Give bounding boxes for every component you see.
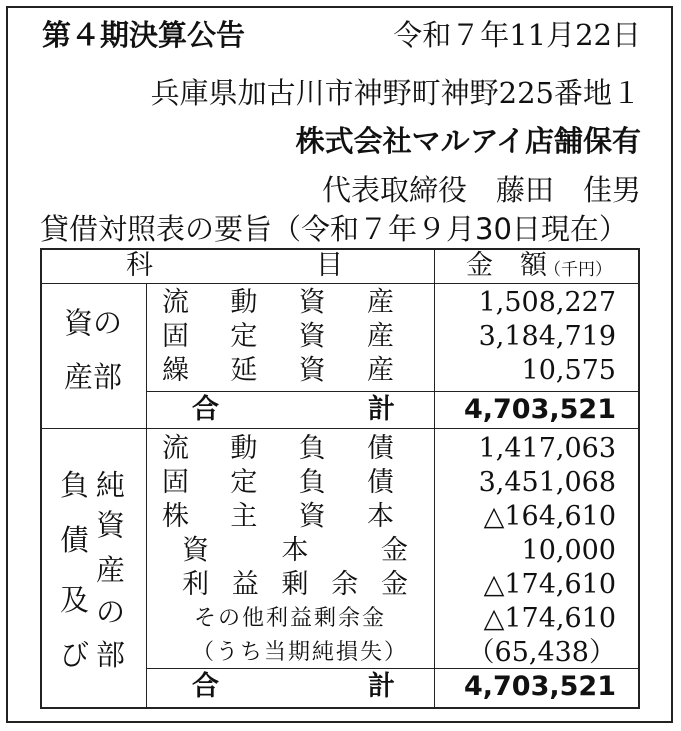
char: 金 bbox=[381, 535, 408, 566]
char: 本 bbox=[366, 501, 394, 532]
char: 債 bbox=[366, 467, 394, 498]
asset-row-amount: 3,184,719 bbox=[478, 321, 616, 352]
header-item-char-1: 科 bbox=[126, 250, 153, 281]
liability-row-name: （うち当期純損失） bbox=[192, 640, 409, 665]
char: 負 bbox=[298, 433, 326, 464]
char: 本 bbox=[281, 535, 309, 566]
char: 繰 bbox=[162, 355, 189, 386]
char: 資 bbox=[298, 501, 326, 532]
char: 資 bbox=[298, 287, 326, 318]
liability-row-name bbox=[162, 433, 394, 465]
header-item-char-2: 目 bbox=[316, 250, 343, 281]
company-name: 株式会社マルアイ店舗保有 bbox=[295, 124, 641, 158]
liab-label-char: 負 bbox=[60, 468, 90, 502]
assets-total-label-1: 合 bbox=[192, 394, 219, 425]
asset-row-amount: 10,575 bbox=[521, 355, 616, 386]
char: 固 bbox=[162, 321, 189, 352]
char: 資 bbox=[182, 535, 209, 566]
balance-sheet-subtitle: 貸借対照表の要旨（令和７年９月30日現在） bbox=[40, 212, 628, 246]
liab-label-char: 産 bbox=[96, 553, 126, 587]
liability-row-amount: △164,610 bbox=[483, 501, 616, 532]
asset-row-amount: 1,508,227 bbox=[478, 287, 616, 318]
assets-total-amount: 4,703,521 bbox=[463, 394, 616, 425]
assets-total-label-2: 計 bbox=[368, 394, 395, 425]
char: 定 bbox=[230, 321, 258, 352]
liability-row-name bbox=[182, 569, 408, 601]
char: 余 bbox=[331, 569, 359, 600]
char: 定 bbox=[230, 467, 258, 498]
header-amount: 金 額 bbox=[466, 250, 547, 281]
char: 剰 bbox=[281, 569, 309, 600]
header-amount-unit: （千円） bbox=[544, 260, 612, 280]
liability-row-name bbox=[182, 535, 408, 567]
liab-label-char: 及 bbox=[60, 583, 90, 617]
assets-section-label-2: 産部 bbox=[64, 360, 123, 394]
char: 利 bbox=[182, 569, 209, 600]
assets-section-label-1: 資の bbox=[64, 306, 123, 340]
char: 動 bbox=[230, 433, 258, 464]
representative-name: 代表取締役 藤田 佳男 bbox=[321, 173, 641, 207]
char: 延 bbox=[230, 355, 258, 386]
char: 債 bbox=[366, 433, 394, 464]
liab-label-char: び bbox=[60, 638, 90, 672]
asset-row-name bbox=[162, 355, 394, 387]
section-column-divider bbox=[146, 283, 147, 707]
char: 負 bbox=[298, 467, 326, 498]
liability-row-name: その他利益剰余金 bbox=[194, 606, 387, 631]
char: 流 bbox=[162, 433, 189, 464]
notice-date: 令和７年11月22日 bbox=[393, 18, 641, 52]
balance-sheet-table bbox=[40, 248, 640, 709]
char: 流 bbox=[162, 287, 189, 318]
liability-row-name bbox=[162, 467, 394, 499]
liability-row-amount: （65,438） bbox=[467, 637, 616, 668]
liab-label-char: 純 bbox=[96, 468, 126, 502]
liabilities-total-label-1: 合 bbox=[192, 671, 219, 702]
liability-row-amount: 10,000 bbox=[521, 535, 616, 566]
char: 動 bbox=[230, 287, 258, 318]
char: 金 bbox=[381, 569, 408, 600]
liabilities-total-amount: 4,703,521 bbox=[463, 671, 616, 702]
char: 固 bbox=[162, 467, 189, 498]
liability-row-amount: △174,610 bbox=[483, 569, 616, 600]
asset-row-name bbox=[162, 321, 394, 353]
liab-label-char: の bbox=[96, 595, 126, 629]
char: 主 bbox=[230, 501, 258, 532]
asset-row-name bbox=[162, 287, 394, 319]
notice-title: 第４期決算公告 bbox=[42, 18, 246, 52]
char: 産 bbox=[366, 355, 394, 386]
assets-total-divider bbox=[146, 391, 638, 392]
liability-row-amount: △174,610 bbox=[483, 603, 616, 634]
liability-row-amount: 1,417,063 bbox=[478, 433, 616, 464]
company-address: 兵庫県加古川市神野町神野225番地１ bbox=[150, 76, 641, 110]
liability-row-name bbox=[162, 501, 394, 533]
liab-label-char: 部 bbox=[96, 638, 126, 672]
section-divider bbox=[42, 428, 638, 429]
char: 益 bbox=[231, 569, 259, 600]
liability-row-amount: 3,451,068 bbox=[478, 467, 616, 498]
liab-label-char: 債 bbox=[60, 523, 90, 557]
liab-label-char: 資 bbox=[96, 508, 126, 542]
char: 産 bbox=[366, 321, 394, 352]
char: 産 bbox=[366, 287, 394, 318]
amount-column-divider bbox=[434, 250, 435, 707]
liabilities-total-label-2: 計 bbox=[368, 671, 395, 702]
char: 資 bbox=[298, 321, 326, 352]
char: 株 bbox=[162, 501, 189, 532]
char: 資 bbox=[298, 355, 326, 386]
